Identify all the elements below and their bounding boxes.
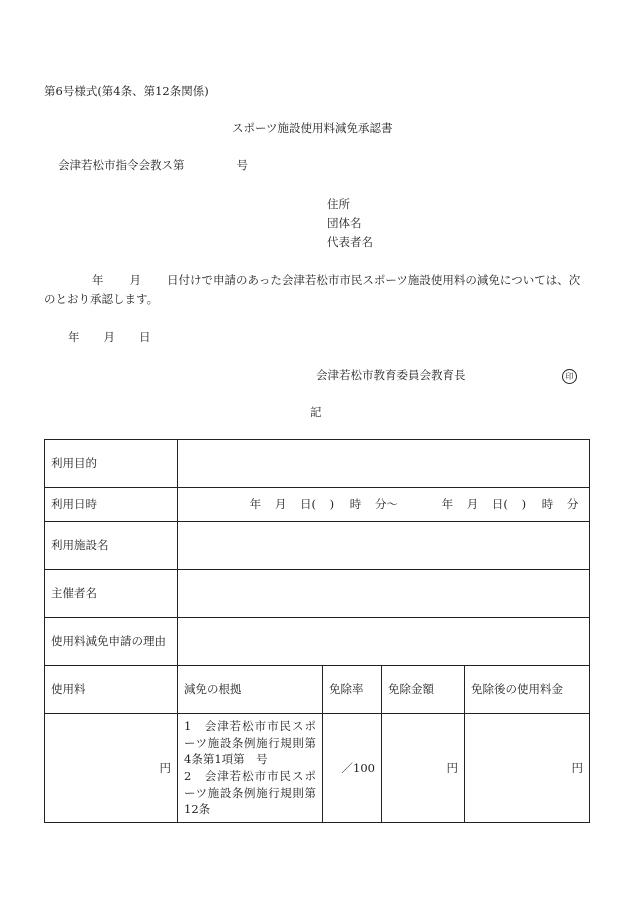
form-number: 第6号様式(第4条、第12条関係) [44, 84, 209, 98]
issue-month: 月 [103, 330, 115, 344]
datetime-value: 年 月 日( ) 時 分〜 年 月 日( ) 時 分 [178, 488, 590, 522]
body-month: 月 [129, 273, 141, 287]
group-name-label: 団体名 [327, 216, 362, 230]
address-label: 住所 [327, 197, 350, 211]
rate-value: ／100 [323, 714, 382, 823]
amount-label: 免除金額 [382, 666, 465, 714]
doc-number-suffix: 号 [236, 158, 248, 172]
issue-year: 年 [68, 330, 80, 344]
basis-value [178, 714, 323, 823]
issuer-name: 会津若松市教育委員会教育長 [316, 368, 466, 382]
organizer-label: 主催者名 [45, 570, 178, 618]
table-row [45, 522, 590, 570]
seal-mark: 印 [562, 368, 577, 384]
facility-value [178, 522, 590, 570]
table-row [45, 618, 590, 666]
body-year: 年 [92, 273, 104, 287]
reason-label: 使用料減免申請の理由 [45, 618, 178, 666]
basis-label: 減免の根拠 [178, 666, 323, 714]
doc-number-prefix: 会津若松市指令会教ス第 [58, 158, 185, 172]
approval-table [44, 439, 590, 823]
after-fee-value: 円 [465, 714, 590, 823]
issue-date [68, 330, 151, 345]
fee-label: 使用料 [45, 666, 178, 714]
table-row [45, 440, 590, 488]
table-row [45, 570, 590, 618]
reason-value [178, 618, 590, 666]
body-line-2: のとおり承認します。 [44, 292, 159, 306]
issue-day: 日 [139, 330, 151, 344]
representative-label: 代表者名 [327, 235, 373, 249]
rate-label: 免除率 [323, 666, 382, 714]
table-row [45, 714, 590, 823]
table-row [45, 488, 590, 522]
after-fee-label: 免除後の使用料金 [465, 666, 590, 714]
table-row [45, 666, 590, 714]
fee-value: 円 [45, 714, 178, 823]
purpose-value [178, 440, 590, 488]
body-text: 日付けで申請のあった会津若松市市民スポーツ施設使用料の減免については、次 [167, 273, 581, 287]
datetime-label: 利用日時 [45, 488, 178, 522]
document-number [58, 158, 248, 173]
purpose-label: 利用目的 [45, 440, 178, 488]
basis-item-1: 1 会津若松市市民スポーツ施設条例施行規則第4条第1項第 号 [184, 719, 316, 767]
document-title: スポーツ施設使用料減免承認書 [232, 121, 393, 135]
ki-heading: 記 [310, 405, 322, 419]
body-line-1 [44, 273, 580, 288]
amount-value: 円 [382, 714, 465, 823]
organizer-value [178, 570, 590, 618]
basis-item-2: 2 会津若松市市民スポーツ施設条例施行規則第12条 [184, 769, 316, 817]
facility-label: 利用施設名 [45, 522, 178, 570]
